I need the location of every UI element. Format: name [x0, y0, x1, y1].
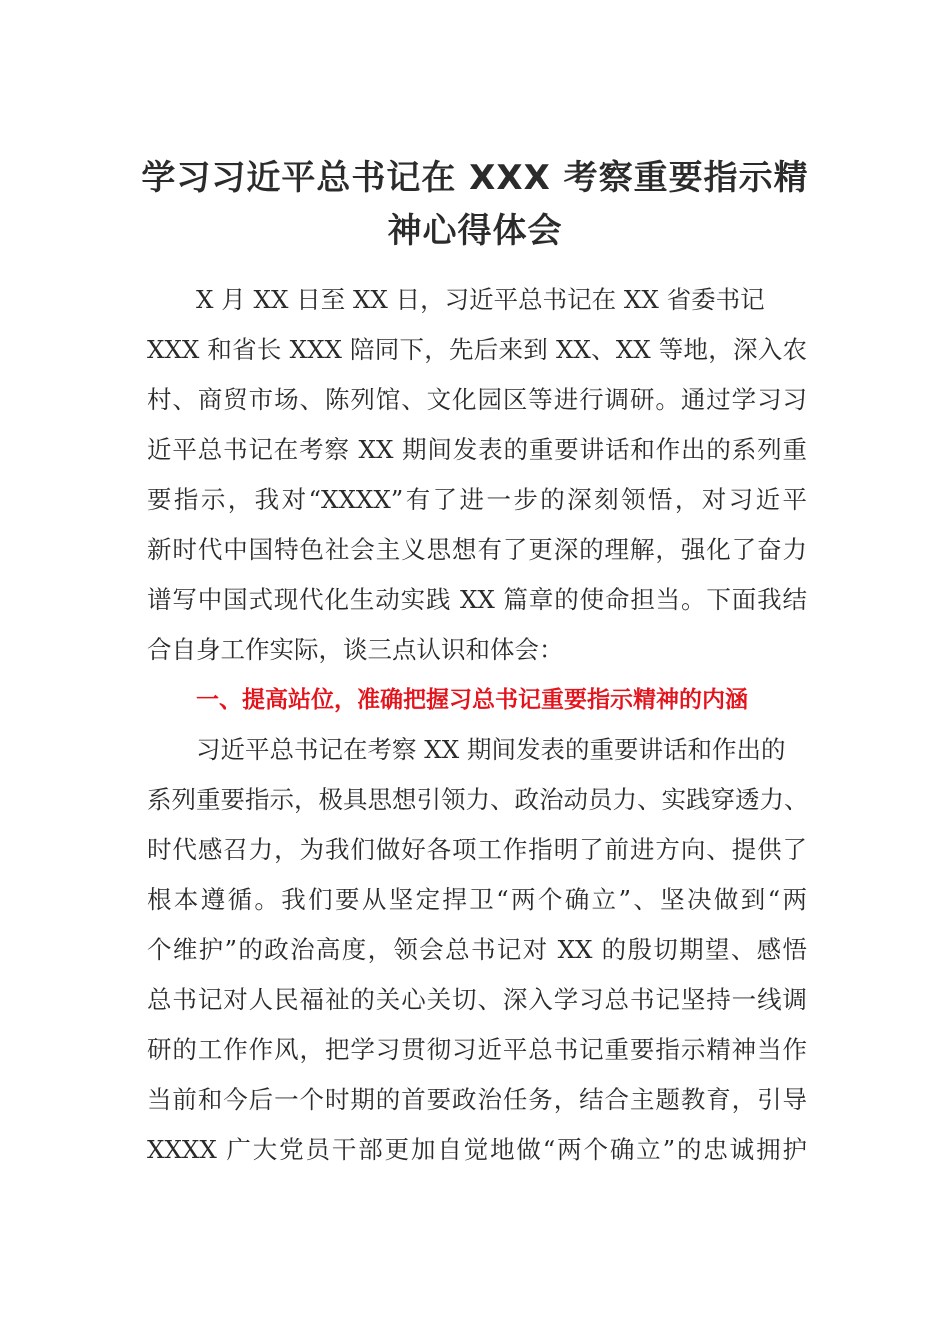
paragraph-line: 研的工作作风，把学习贯彻习近平总书记重要指示精神当作	[147, 1035, 807, 1064]
paragraph-line: 近平总书记在考察 XX 期间发表的重要讲话和作出的系列重	[147, 435, 807, 464]
paragraph-line: 总书记对人民福祉的关心关切、深入学习总书记坚持一线调	[147, 985, 807, 1014]
section-heading-1: 一、提高站位，准确把握习总书记重要指示精神的内涵	[196, 687, 748, 713]
paragraph-line: 合自身工作实际，谈三点认识和体会：	[147, 635, 564, 664]
paragraph-line: 谱写中国式现代化生动实践 XX 篇章的使命担当。下面我结	[147, 585, 807, 614]
paragraph-line: XXX 和省长 XXX 陪同下，先后来到 XX、XX 等地，深入农	[147, 335, 807, 364]
paragraph-line: 个维护”的政治高度，领会总书记对 XX 的殷切期望、感悟	[147, 935, 807, 964]
document-title	[130, 152, 820, 258]
paragraph-line: 系列重要指示，极具思想引领力、政治动员力、实践穿透力、	[147, 785, 809, 814]
paragraph-line: 要指示，我对“XXXX”有了进一步的深刻领悟，对习近平	[147, 485, 807, 514]
paragraph-line: 村、商贸市场、陈列馆、文化园区等进行调研。通过学习习	[147, 385, 807, 414]
paragraph-line: 当前和今后一个时期的首要政治任务，结合主题教育，引导	[147, 1085, 807, 1114]
paragraph-line: XXXX 广大党员干部更加自觉地做“两个确立”的忠诚拥护	[147, 1135, 807, 1164]
paragraph-line: 习近平总书记在考察 XX 期间发表的重要讲话和作出的	[196, 735, 786, 764]
paragraph-line: 新时代中国特色社会主义思想有了更深的理解，强化了奋力	[147, 535, 807, 564]
title-line-1: 学习习近平总书记在 XXX 考察重要指示精	[141, 158, 809, 198]
paragraph-line: 根本遵循。我们要从坚定捍卫“两个确立”、坚决做到“两	[147, 885, 807, 914]
title-line-2: 神心得体会	[387, 211, 563, 251]
paragraph-intro	[147, 275, 807, 675]
paragraph-section-1	[147, 725, 807, 1175]
paragraph-line: 时代感召力，为我们做好各项工作指明了前进方向、提供了	[147, 835, 807, 864]
paragraph-line: X 月 XX 日至 XX 日，习近平总书记在 XX 省委书记	[196, 285, 765, 314]
